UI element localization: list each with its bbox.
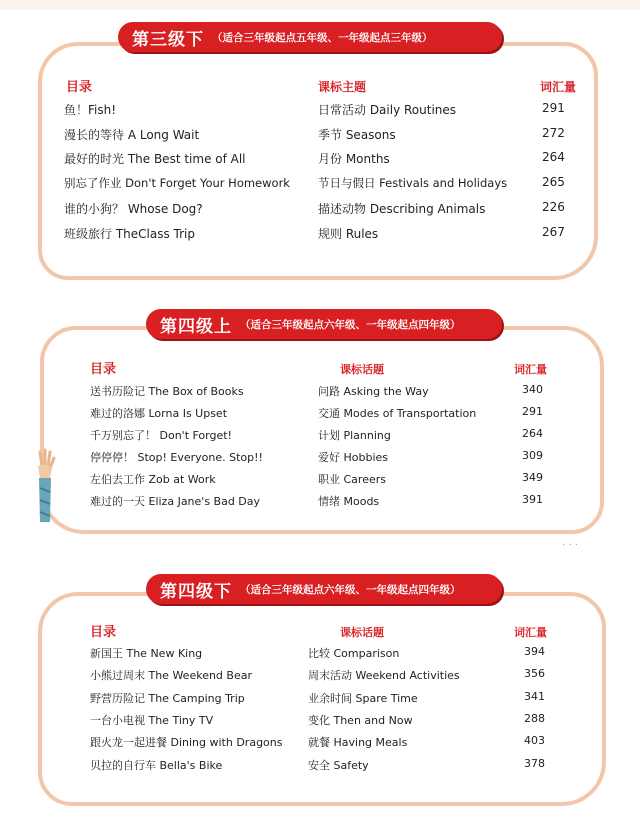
topic: 安全 Safety xyxy=(308,759,369,772)
top-strip xyxy=(0,0,640,10)
vocab-count: 340 xyxy=(522,383,543,396)
vocab-count: 403 xyxy=(524,734,545,747)
vocab-count: 291 xyxy=(542,101,565,115)
book-title: 一台小电视 The Tiny TV xyxy=(90,714,214,727)
vocab-header: 词汇量 xyxy=(540,80,577,94)
topic: 规则 Rules xyxy=(318,227,379,241)
topic: 问路 Asking the Way xyxy=(318,385,429,398)
topic: 情绪 Moods xyxy=(318,495,380,508)
book-title: 漫长的等待 A Long Wait xyxy=(64,128,200,142)
book-title: 跟火龙一起进餐 Dining with Dragons xyxy=(90,736,283,749)
contents-header: 目录 xyxy=(90,625,117,640)
topic: 计划 Planning xyxy=(318,429,391,442)
topic: 描述动物 Describing Animals xyxy=(318,202,486,216)
section-banner xyxy=(146,309,502,339)
book-title: 最好的时光 The Best time of All xyxy=(64,152,246,166)
topic: 变化 Then and Now xyxy=(308,714,413,727)
section-title: 第四级上 xyxy=(160,316,232,337)
book-title: 贝拉的自行车 Bella's Bike xyxy=(90,759,223,772)
section-subtitle: （适合三年级起点六年级、一年级起点四年级） xyxy=(240,583,461,596)
section-banner xyxy=(146,574,502,604)
contents-header: 目录 xyxy=(66,80,93,95)
vocab-count: 349 xyxy=(522,471,543,484)
vocab-count: 378 xyxy=(524,757,545,770)
book-title: 千万别忘了！ Don't Forget! xyxy=(90,429,232,442)
vocab-count: 267 xyxy=(542,225,565,239)
topic: 季节 Seasons xyxy=(318,128,396,142)
vocab-count: 288 xyxy=(524,712,545,725)
book-title: 班级旅行 TheClass Trip xyxy=(64,227,195,241)
vocab-count: 394 xyxy=(524,645,545,658)
vocab-header: 词汇量 xyxy=(514,363,547,376)
contents-header: 目录 xyxy=(90,362,117,377)
vocab-count: 291 xyxy=(522,405,543,418)
book-title: 谁的小狗？ Whose Dog? xyxy=(64,202,203,216)
vocab-count: 356 xyxy=(524,667,545,680)
topic: 就餐 Having Meals xyxy=(308,736,408,749)
vocab-count: 391 xyxy=(522,493,543,506)
section-title: 第四级下 xyxy=(160,581,232,602)
topic: 比较 Comparison xyxy=(308,647,400,660)
book-title: 别忘了作业 Don't Forget Your Homework xyxy=(64,176,290,190)
topic: 爱好 Hobbies xyxy=(318,451,389,464)
topic: 周末活动 Weekend Activities xyxy=(308,669,460,682)
vocab-count: 264 xyxy=(522,427,543,440)
book-title: 难过的洛娜 Lorna Is Upset xyxy=(90,407,228,420)
book-title: 难过的一天 Eliza Jane's Bad Day xyxy=(90,495,261,508)
vocab-count: 309 xyxy=(522,449,543,462)
book-title: 鱼！Fish! xyxy=(64,103,117,117)
topic-header: 课标话题 xyxy=(340,626,384,639)
topic-header: 课标话题 xyxy=(340,363,384,376)
hand-illustration xyxy=(30,448,60,524)
topic-header: 课标主题 xyxy=(318,80,367,94)
topic: 日常活动 Daily Routines xyxy=(318,103,457,117)
book-title: 停停停！ Stop! Everyone. Stop!! xyxy=(90,451,263,464)
section-subtitle: （适合三年级起点五年级、一年级起点三年级） xyxy=(212,31,433,44)
book-title: 新国王 The New King xyxy=(90,647,203,660)
vocab-count: 265 xyxy=(542,175,565,189)
vocab-count: 226 xyxy=(542,200,565,214)
vocab-count: 341 xyxy=(524,690,545,703)
topic: 职业 Careers xyxy=(318,473,386,486)
section-title: 第三级下 xyxy=(132,29,204,50)
vocab-header: 词汇量 xyxy=(514,626,547,639)
vocab-count: 264 xyxy=(542,150,565,164)
topic: 交通 Modes of Transportation xyxy=(318,407,477,420)
decorative-mark: · · · xyxy=(562,540,578,551)
book-title: 野营历险记 The Camping Trip xyxy=(90,692,245,705)
book-title: 送书历险记 The Box of Books xyxy=(90,385,244,398)
topic: 节日与假日 Festivals and Holidays xyxy=(318,176,508,190)
topic: 月份 Months xyxy=(318,152,390,166)
book-title: 小熊过周末 The Weekend Bear xyxy=(90,669,252,682)
topic: 业余时间 Spare Time xyxy=(308,692,418,705)
section-subtitle: （适合三年级起点六年级、一年级起点四年级） xyxy=(240,318,461,331)
section-banner xyxy=(118,22,502,52)
book-title: 左伯去工作 Zob at Work xyxy=(90,473,216,486)
vocab-count: 272 xyxy=(542,126,565,140)
